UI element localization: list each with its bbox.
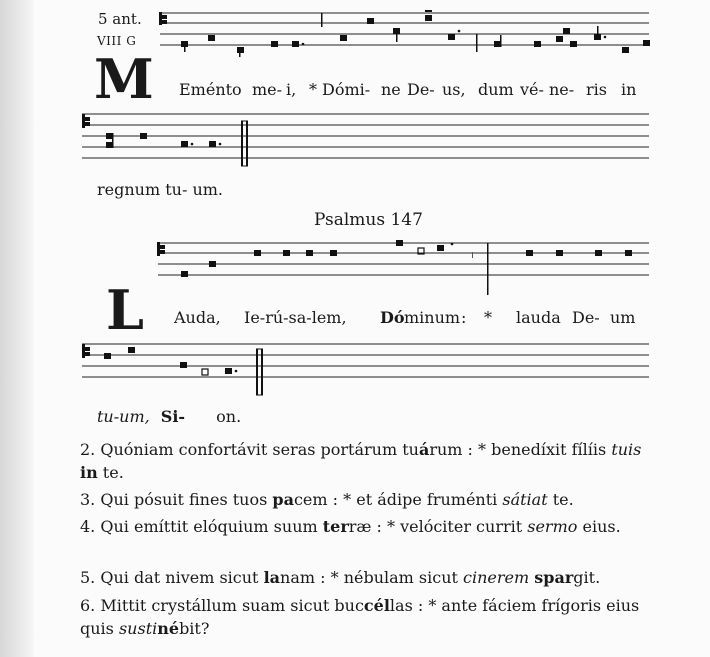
- verse-text-run: 6. Mittit crystállum suam sicut buc: [80, 596, 364, 615]
- psalm-verse-2: [80, 438, 650, 484]
- verse-text-run: 2. Quóniam confortávit seras portárum tu: [80, 440, 419, 459]
- psalm-line2-italic: tu-um,: [97, 407, 150, 426]
- verse-text-run: 4. Qui emíttit elóquium suum: [80, 517, 323, 536]
- verse-text-run: cinerem: [463, 568, 530, 587]
- verse-text-run: cél: [363, 596, 390, 615]
- psalm-syllable: lauda: [516, 308, 561, 327]
- psalm-verse-6: [80, 594, 650, 640]
- verse-text-run: pa: [272, 490, 294, 509]
- psalm-verse-5: [80, 566, 650, 589]
- antiphon-syllable: i,: [286, 80, 297, 99]
- antiphon-syllable: us,: [442, 80, 466, 99]
- verse-text-run: 3. Qui pósuit fines tuos: [80, 490, 273, 509]
- antiphon-syllable: ne-: [549, 80, 575, 99]
- verse-text-run: git.: [573, 568, 601, 587]
- antiphon-syllable: dum: [478, 80, 514, 99]
- antiphon-syllable: *: [309, 80, 317, 99]
- psalm-initial: L: [106, 278, 144, 342]
- psalm-syllable: Ie-rú-sa-lem,: [244, 308, 347, 327]
- verse-text-run: rum : * benedíxit fílíis: [429, 440, 612, 459]
- verse-text-run: sermo: [527, 517, 578, 536]
- psalm-syllable: minum: [404, 308, 461, 327]
- verse-text-run: 5. Qui dat nivem sicut: [80, 568, 264, 587]
- psalm-lyric-line-2: [97, 407, 241, 426]
- verse-text-run: las : * ante fáciem frígoris eius quis: [80, 596, 640, 638]
- psalm-syllable: Dó: [380, 308, 405, 327]
- psalm-syllable: :: [461, 308, 467, 327]
- verse-text-run: susti: [118, 619, 158, 638]
- psalm-staff-2-neumes: [104, 347, 263, 395]
- verse-text-run: te.: [547, 490, 574, 509]
- psalm-title: Psalmus 147: [314, 210, 423, 230]
- verse-text-run: bit?: [179, 619, 210, 638]
- verse-text-run: spar: [534, 568, 574, 587]
- psalm-syllable: um: [610, 308, 636, 327]
- psalm-line2-end: on.: [216, 407, 242, 426]
- verse-text-run: sátiat: [502, 490, 548, 509]
- antiphon-lyric-line-2: regnum tu- um.: [97, 180, 224, 199]
- verse-text-run: ter: [322, 517, 349, 536]
- antiphon-syllable: ne: [381, 80, 401, 99]
- verse-text-run: ræ : * velóciter currit: [348, 517, 528, 536]
- verse-text-run: eius.: [577, 517, 621, 536]
- verse-text-run: cem : * et ádipe fruménti: [293, 490, 503, 509]
- verse-text-run: la: [263, 568, 281, 587]
- antiphon-mode-label: VIII G: [97, 34, 137, 48]
- psalm-line2-bold: Si-: [160, 407, 186, 426]
- antiphon-syllable: ris: [586, 80, 607, 99]
- psalm-verse-3: [80, 488, 650, 511]
- antiphon-syllable: Dómi-: [322, 80, 371, 99]
- verse-text-run: nam : * nébulam sicut: [280, 568, 464, 587]
- verse-text-run: te.: [97, 463, 124, 482]
- antiphon-initial: M: [94, 47, 154, 111]
- antiphon-syllable: vé-: [520, 80, 544, 99]
- antiphon-syllable: in: [621, 80, 637, 99]
- antiphon-syllable: Eménto: [179, 80, 242, 99]
- verse-text-run: tuis: [611, 440, 642, 459]
- psalm-syllable: *: [484, 308, 492, 327]
- psalm-syllable: Auda,: [174, 308, 221, 327]
- antiphon-syllable: De-: [407, 80, 435, 99]
- verse-text-run: á: [418, 440, 430, 459]
- antiphon-syllable: me-: [252, 80, 283, 99]
- verse-text-run: né: [157, 619, 180, 638]
- verse-text-run: in: [80, 463, 98, 482]
- psalm-verse-4: [80, 515, 650, 538]
- psalm-syllable: De-: [572, 308, 600, 327]
- antiphon-number-label: 5 ant.: [98, 10, 142, 28]
